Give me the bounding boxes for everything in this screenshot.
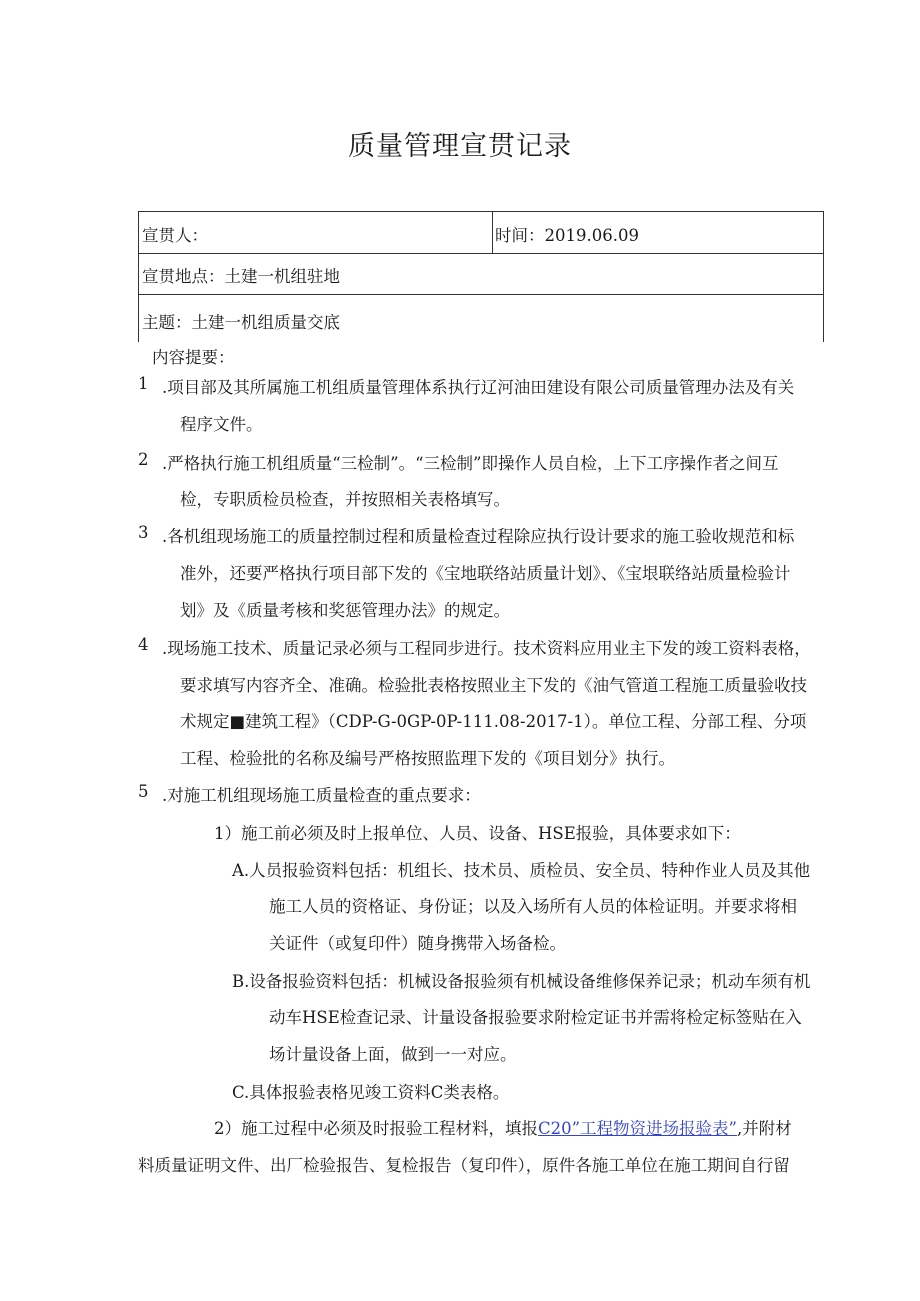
item-2-line-2: 检，专职质检员检查，并按照相关表格填写。	[180, 490, 510, 509]
header-table	[138, 211, 824, 342]
item-3-line-1: .各机组现场施工的质量控制过程和质量检查过程除应执行设计要求的施工验收规范和标	[162, 527, 795, 546]
topic-cell: 主题：土建一机组质量交底	[142, 313, 340, 332]
table-border-top	[138, 211, 824, 212]
item-5-sub-2-line-2: 料质量证明文件、出厂检验报告、复检报告（复印件），原件各施工单位在施工期间自行留	[138, 1156, 790, 1175]
item-5-sub-2-prefix: 2）施工过程中必须及时报验工程材料，填报	[214, 1119, 538, 1138]
table-border-right	[823, 211, 824, 342]
time-cell: 时间：2019.06.09	[495, 226, 639, 245]
presenter-cell: 宣贯人：	[142, 226, 208, 245]
item-5-number: 5	[138, 782, 149, 801]
document-title: 质量管理宣贯记录	[348, 131, 572, 162]
item-5-sub-1: 1）施工前必须及时上报单位、人员、设备、HSE报验，具体要求如下：	[214, 824, 741, 843]
table-border-middle	[492, 211, 493, 253]
item-5-sub-c-line-1: C.具体报验表格见竣工资料C类表格。	[232, 1083, 510, 1102]
item-4-line-3: 术规定■建筑工程》（CDP-G-0GP-0P-111.08-2017-1）。单位工程、分部工程、分项	[180, 712, 807, 731]
item-5-sub-2-suffix: ,并附材	[737, 1119, 792, 1138]
table-border-row2	[138, 294, 824, 295]
item-1-number: 1	[138, 374, 149, 393]
location-cell: 宣贯地点：土建一机组驻地	[142, 267, 340, 286]
item-5-sub-b-line-3: 场计量设备上面，做到一一对应。	[269, 1045, 517, 1064]
item-1-line-2: 程序文件。	[180, 415, 263, 434]
item-3-line-3: 划》及《质量考核和奖惩管理办法》的规定。	[180, 601, 510, 620]
item-3-number: 3	[138, 523, 149, 542]
item-5-sub-2-line-1	[214, 1115, 792, 1139]
item-3-line-2: 准外，还要严格执行项目部下发的《宝地联络站质量计划》、《宝垠联络站质量检验计	[180, 564, 791, 583]
summary-label: 内容提要：	[152, 348, 235, 367]
item-5-sub-a-line-2: 施工人员的资格证、身份证；以及入场所有人员的体检证明。并要求将相	[269, 897, 797, 916]
item-2-line-1: .严格执行施工机组质量“三检制”。“三检制”即操作人员自检，上下工序操作者之间互	[162, 454, 779, 473]
item-4-number: 4	[138, 635, 149, 654]
item-5-sub-b-line-1: B.设备报验资料包括：机械设备报验须有机械设备维修保养记录；机动车须有机	[232, 972, 811, 991]
material-report-form-link[interactable]: C20”工程物资进场报验表”	[538, 1119, 737, 1138]
table-border-left	[138, 211, 139, 342]
item-5-line-1: .对施工机组现场施工质量检查的重点要求：	[162, 786, 481, 805]
item-5-sub-a-line-3: 关证件（或复印件）随身携带入场备检。	[269, 934, 566, 953]
item-5-sub-b-line-2: 动车HSE检查记录、计量设备报验要求附检定证书并需将检定标签贴在入	[269, 1008, 802, 1027]
item-4-line-2: 要求填写内容齐全、准确。检验批表格按照业主下发的《油气管道工程施工质量验收技	[180, 676, 807, 695]
item-2-number: 2	[138, 450, 149, 469]
item-5-sub-a-line-1: A.人员报验资料包括：机组长、技术员、质检员、安全员、特种作业人员及其他	[232, 861, 811, 880]
item-4-line-1: .现场施工技术、质量记录必须与工程同步进行。技术资料应用业主下发的竣工资料表格，	[162, 639, 811, 658]
item-1-line-1: .项目部及其所属施工机组质量管理体系执行辽河油田建设有限公司质量管理办法及有关	[162, 378, 795, 397]
item-4-line-4: 工程、检验批的名称及编号严格按照监理下发的《项目划分》执行。	[180, 749, 675, 768]
table-border-row1	[138, 253, 824, 254]
